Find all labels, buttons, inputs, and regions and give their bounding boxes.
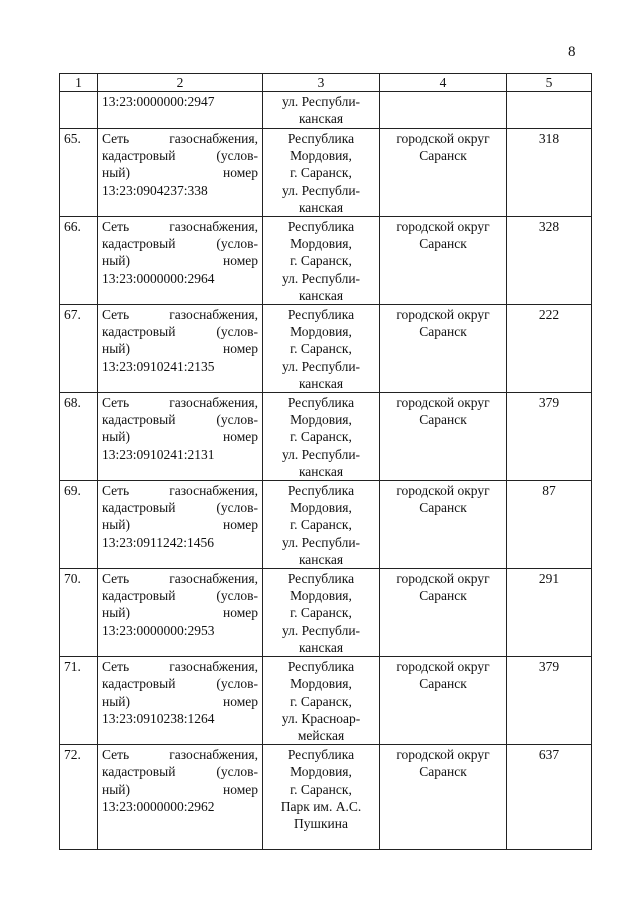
- header-col-1: 1: [60, 74, 98, 92]
- address-line: Республика: [287, 483, 355, 499]
- district-line: городской округ: [396, 131, 490, 146]
- length-cell: 379: [507, 657, 592, 745]
- district-line: городской округ: [396, 571, 490, 587]
- object-name-line: Сеть газоснабжения,: [102, 659, 258, 675]
- object-name-cell: [98, 393, 263, 481]
- address-line: ул. Республи-: [281, 182, 361, 198]
- address-line: Парк им. А.С.: [280, 798, 362, 814]
- continuation-name-cell: [98, 92, 263, 129]
- district-line: Саранск: [419, 324, 467, 340]
- address-line: ул. Республи-: [281, 446, 361, 462]
- address-line: г. Саранск,: [290, 693, 352, 709]
- address-line: Республика: [287, 571, 355, 587]
- object-name-line: ный) номер: [102, 165, 258, 181]
- address-line: Республика: [287, 747, 355, 763]
- address-line: Пушкина: [294, 815, 348, 831]
- address-cell: [263, 305, 380, 393]
- header-col-2: 2: [98, 74, 263, 92]
- district-cell: [380, 393, 507, 481]
- row-number-cell: 70.: [60, 569, 98, 657]
- object-name-cell: [98, 129, 263, 217]
- table-row: [60, 305, 592, 393]
- address-line: Республика: [287, 307, 355, 323]
- object-name-cell: [98, 217, 263, 305]
- district-line: городской округ: [396, 219, 490, 235]
- district-line: Саранск: [419, 676, 467, 692]
- district-cell: [380, 569, 507, 657]
- district-line: Саранск: [419, 148, 467, 164]
- object-name-line: 13:23:0000000:2962: [102, 798, 215, 814]
- address-line: Мордовия,: [290, 676, 352, 692]
- address-line: ул. Республи-: [281, 358, 361, 374]
- address-line: канская: [298, 639, 344, 655]
- continuation-address-line: канская: [298, 111, 344, 127]
- address-cell: [263, 481, 380, 569]
- address-cell: [263, 217, 380, 305]
- address-line: ул. Республи-: [281, 534, 361, 550]
- district-line: Саранск: [419, 236, 467, 252]
- address-line: Мордовия,: [290, 500, 352, 516]
- address-line: г. Саранск,: [290, 429, 352, 445]
- address-line: Мордовия,: [290, 764, 352, 780]
- object-name-line: Сеть газоснабжения,: [102, 307, 258, 323]
- object-name-cell: [98, 745, 263, 850]
- district-line: Саранск: [419, 764, 467, 780]
- row-number-cell: 71.: [60, 657, 98, 745]
- object-name-line: Сеть газоснабжения,: [102, 571, 258, 587]
- continuation-address-cell: [263, 92, 380, 129]
- address-line: мейская: [297, 727, 345, 743]
- address-line: ул. Республи-: [281, 622, 361, 638]
- header-col-4: 4: [380, 74, 507, 92]
- table-row: [60, 569, 592, 657]
- object-name-line: кадастровый (услов-: [102, 588, 258, 604]
- length-cell: 87: [507, 481, 592, 569]
- object-name-line: кадастровый (услов-: [102, 676, 258, 692]
- length-cell: 328: [507, 217, 592, 305]
- district-cell: [380, 657, 507, 745]
- object-name-line: ный) номер: [102, 517, 258, 533]
- page-number: 8: [568, 44, 576, 60]
- length-cell: 318: [507, 129, 592, 217]
- district-cell: [380, 745, 507, 850]
- address-cell: [263, 657, 380, 745]
- district-line: Саранск: [419, 412, 467, 428]
- row-number-cell: 68.: [60, 393, 98, 481]
- object-name-line: кадастровый (услов-: [102, 764, 258, 780]
- object-name-line: 13:23:0904237:338: [102, 182, 208, 198]
- object-name-line: 13:23:0910238:1264: [102, 710, 215, 726]
- property-registry-table: [59, 73, 592, 850]
- object-name-line: Сеть газоснабжения,: [102, 219, 258, 235]
- address-line: ул. Красноар-: [281, 710, 361, 726]
- address-line: Мордовия,: [290, 148, 352, 164]
- address-line: г. Саранск,: [290, 781, 352, 797]
- object-name-line: Сеть газоснабжения,: [102, 483, 258, 499]
- address-line: Мордовия,: [290, 588, 352, 604]
- address-cell: [263, 393, 380, 481]
- address-line: г. Саранск,: [290, 165, 352, 181]
- table-row: [60, 393, 592, 481]
- row-number-cell: 72.: [60, 745, 98, 850]
- district-line: городской округ: [396, 395, 490, 411]
- district-line: городской округ: [396, 307, 490, 323]
- object-name-line: Сеть газоснабжения,: [102, 131, 258, 146]
- object-name-line: кадастровый (услов-: [102, 412, 258, 428]
- column-number-header-row: [60, 74, 592, 92]
- district-line: городской округ: [396, 483, 490, 499]
- table-row: [60, 129, 592, 217]
- object-name-line: ный) номер: [102, 605, 258, 621]
- object-name-line: ный) номер: [102, 253, 258, 269]
- district-line: городской округ: [396, 747, 490, 763]
- district-cell: [380, 217, 507, 305]
- object-name-cell: [98, 481, 263, 569]
- continuation-address-line: ул. Республи-: [281, 94, 361, 109]
- continuation-num-cell: [60, 92, 98, 129]
- address-cell: [263, 745, 380, 850]
- object-name-line: ный) номер: [102, 781, 258, 797]
- address-line: канская: [298, 375, 344, 391]
- district-cell: [380, 481, 507, 569]
- address-line: Мордовия,: [290, 236, 352, 252]
- length-cell: 637: [507, 745, 592, 850]
- object-name-line: 13:23:0911242:1456: [102, 534, 215, 550]
- object-name-cell: [98, 657, 263, 745]
- table-row: [60, 657, 592, 745]
- district-line: Саранск: [419, 500, 467, 516]
- address-line: Мордовия,: [290, 412, 352, 428]
- object-name-line: 13:23:0000000:2953: [102, 622, 215, 638]
- district-line: Саранск: [419, 588, 467, 604]
- district-cell: [380, 305, 507, 393]
- length-cell: 379: [507, 393, 592, 481]
- row-number-cell: 69.: [60, 481, 98, 569]
- object-name-line: ный) номер: [102, 341, 258, 357]
- address-line: Республика: [287, 131, 355, 146]
- object-name-line: 13:23:0000000:2964: [102, 270, 215, 286]
- row-number-cell: 66.: [60, 217, 98, 305]
- address-line: г. Саранск,: [290, 517, 352, 533]
- row-number-cell: 67.: [60, 305, 98, 393]
- address-line: Республика: [287, 395, 355, 411]
- address-line: Республика: [287, 219, 355, 235]
- object-name-line: 13:23:0910241:2135: [102, 358, 215, 374]
- object-name-line: Сеть газоснабжения,: [102, 395, 258, 411]
- header-col-5: 5: [507, 74, 592, 92]
- object-name-cell: [98, 305, 263, 393]
- continuation-name-line: 13:23:0000000:2947: [102, 94, 215, 109]
- address-line: Республика: [287, 659, 355, 675]
- district-line: городской округ: [396, 659, 490, 675]
- district-cell: [380, 129, 507, 217]
- object-name-line: кадастровый (услов-: [102, 500, 258, 516]
- table-row: [60, 745, 592, 850]
- address-line: Мордовия,: [290, 324, 352, 340]
- object-name-line: кадастровый (услов-: [102, 148, 258, 164]
- address-cell: [263, 129, 380, 217]
- table-row: [60, 217, 592, 305]
- address-line: канская: [298, 551, 344, 567]
- address-cell: [263, 569, 380, 657]
- address-line: ул. Республи-: [281, 270, 361, 286]
- address-line: г. Саранск,: [290, 253, 352, 269]
- header-col-3: 3: [263, 74, 380, 92]
- object-name-line: ный) номер: [102, 429, 258, 445]
- address-line: канская: [298, 463, 344, 479]
- row-number-cell: 65.: [60, 129, 98, 217]
- address-line: г. Саранск,: [290, 605, 352, 621]
- continuation-length-cell: [507, 92, 592, 129]
- address-line: г. Саранск,: [290, 341, 352, 357]
- object-name-line: кадастровый (услов-: [102, 236, 258, 252]
- object-name-line: 13:23:0910241:2131: [102, 446, 215, 462]
- object-name-line: ный) номер: [102, 693, 258, 709]
- object-name-line: кадастровый (услов-: [102, 324, 258, 340]
- address-line: канская: [298, 199, 344, 215]
- address-line: канская: [298, 287, 344, 303]
- length-cell: 291: [507, 569, 592, 657]
- continuation-district-cell: [380, 92, 507, 129]
- object-name-cell: [98, 569, 263, 657]
- continuation-row: [60, 92, 592, 129]
- length-cell: 222: [507, 305, 592, 393]
- table-row: [60, 481, 592, 569]
- object-name-line: Сеть газоснабжения,: [102, 747, 258, 763]
